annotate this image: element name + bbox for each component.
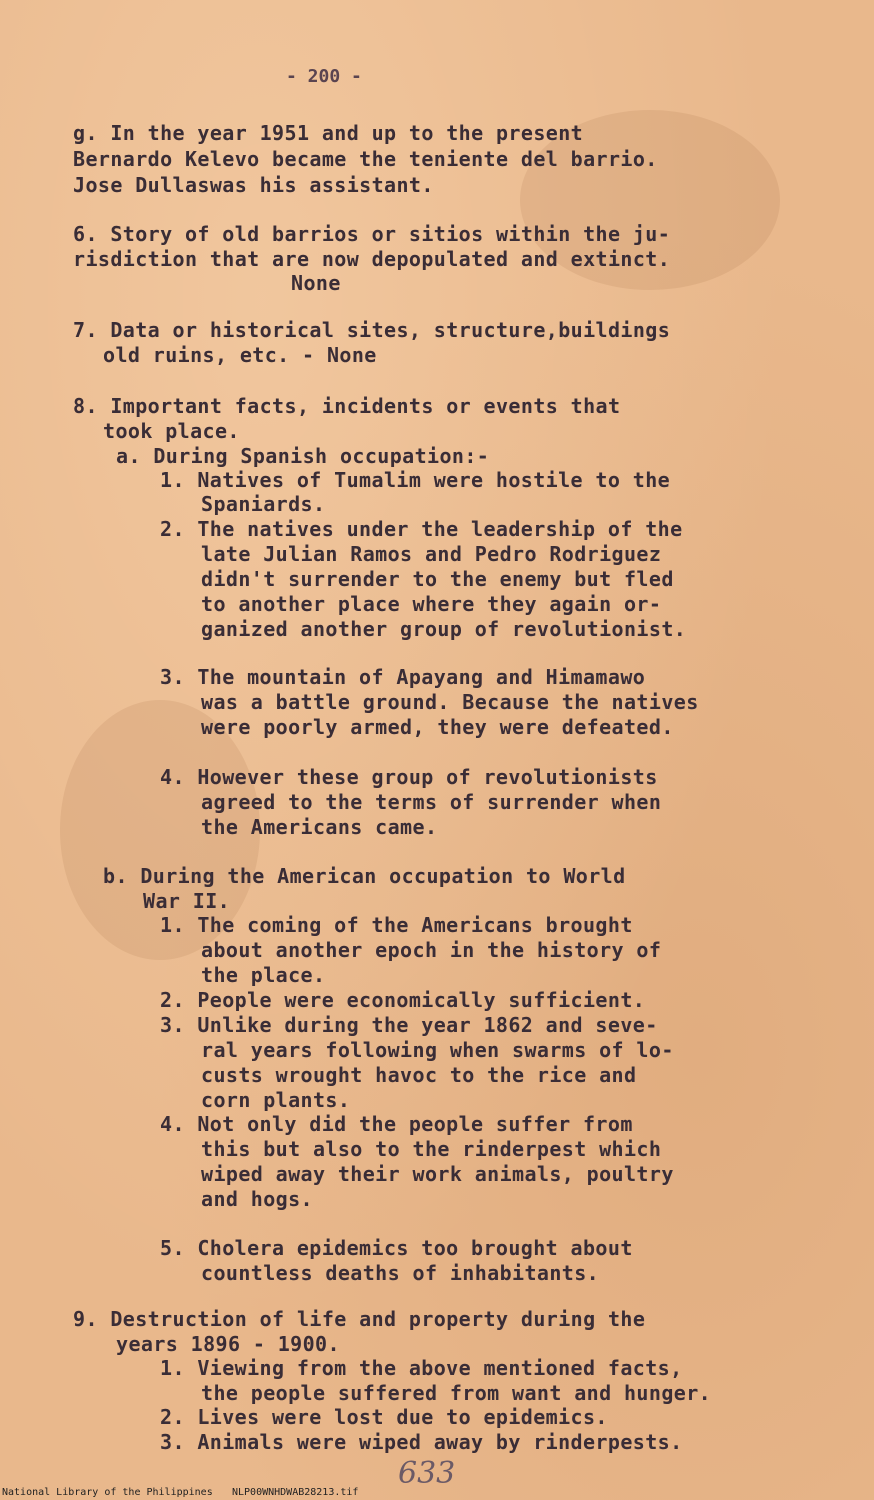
text-line: 5. Cholera epidemics too brought about: [160, 1236, 633, 1260]
text-line: risdiction that are now depopulated and extinct.: [73, 247, 671, 271]
text-line: 2. The natives under the leadership of the: [160, 517, 683, 541]
text-line: this but also to the rinderpest which: [201, 1137, 662, 1161]
footer-filename: NLP00WNHDWAB28213.tif: [232, 1487, 359, 1498]
text-line: Jose Dullaswas his assistant.: [73, 173, 434, 197]
text-line: b. During the American occupation to World: [103, 864, 626, 888]
text-line: Spaniards.: [201, 492, 326, 516]
text-line: 3. The mountain of Apayang and Himamawo: [160, 665, 646, 689]
text-line: corn plants.: [201, 1088, 351, 1112]
text-line: 4. Not only did the people suffer from: [160, 1112, 633, 1136]
text-line: 1. The coming of the Americans brought: [160, 913, 633, 937]
text-line: ral years following when swarms of lo-: [201, 1038, 674, 1062]
text-line: 3. Unlike during the year 1862 and seve-: [160, 1013, 658, 1037]
text-line: the Americans came.: [201, 815, 438, 839]
text-line: were poorly armed, they were defeated.: [201, 715, 674, 739]
text-line: was a battle ground. Because the natives: [201, 690, 699, 714]
text-line: 7. Data or historical sites, structure,buildings: [73, 318, 671, 342]
text-line: agreed to the terms of surrender when: [201, 790, 662, 814]
text-line: 3. Animals were wiped away by rinderpests.: [160, 1430, 683, 1454]
text-line: the people suffered from want and hunger.: [201, 1381, 712, 1405]
text-line: a. During Spanish occupation:-: [116, 444, 490, 468]
text-line: and hogs.: [201, 1187, 313, 1211]
text-line: 1. Natives of Tumalim were hostile to the: [160, 468, 671, 492]
footer-source: National Library of the Philippines: [2, 1487, 213, 1498]
text-line: 6. Story of old barrios or sitios within the ju-: [73, 222, 671, 246]
text-line: to another place where they again or-: [201, 592, 662, 616]
text-line: the place.: [201, 963, 326, 987]
text-line: custs wrought havoc to the rice and: [201, 1063, 637, 1087]
text-line: didn't surrender to the enemy but fled: [201, 567, 674, 591]
text-line: War II.: [143, 889, 231, 913]
text-line: took place.: [103, 419, 240, 443]
text-line: old ruins, etc. - None: [103, 343, 377, 367]
text-line: None: [291, 271, 341, 295]
page-number: - 200 -: [286, 66, 362, 87]
handwritten-page-number: 633: [398, 1456, 456, 1491]
text-line: late Julian Ramos and Pedro Rodriguez: [201, 542, 662, 566]
text-line: years 1896 - 1900.: [116, 1332, 340, 1356]
text-line: ganized another group of revolutionist.: [201, 617, 687, 641]
text-line: 2. People were economically sufficient.: [160, 988, 646, 1012]
text-line: about another epoch in the history of: [201, 938, 662, 962]
text-line: wiped away their work animals, poultry: [201, 1162, 674, 1186]
text-line: Bernardo Kelevo became the teniente del barrio.: [73, 147, 658, 171]
text-line: 2. Lives were lost due to epidemics.: [160, 1405, 608, 1429]
text-line: countless deaths of inhabitants.: [201, 1261, 600, 1285]
text-line: 9. Destruction of life and property during the: [73, 1307, 646, 1331]
text-line: 8. Important facts, incidents or events that: [73, 394, 621, 418]
text-line: 1. Viewing from the above mentioned facts,: [160, 1356, 683, 1380]
text-line: 4. However these group of revolutionists: [160, 765, 658, 789]
text-line: g. In the year 1951 and up to the present: [73, 121, 584, 145]
